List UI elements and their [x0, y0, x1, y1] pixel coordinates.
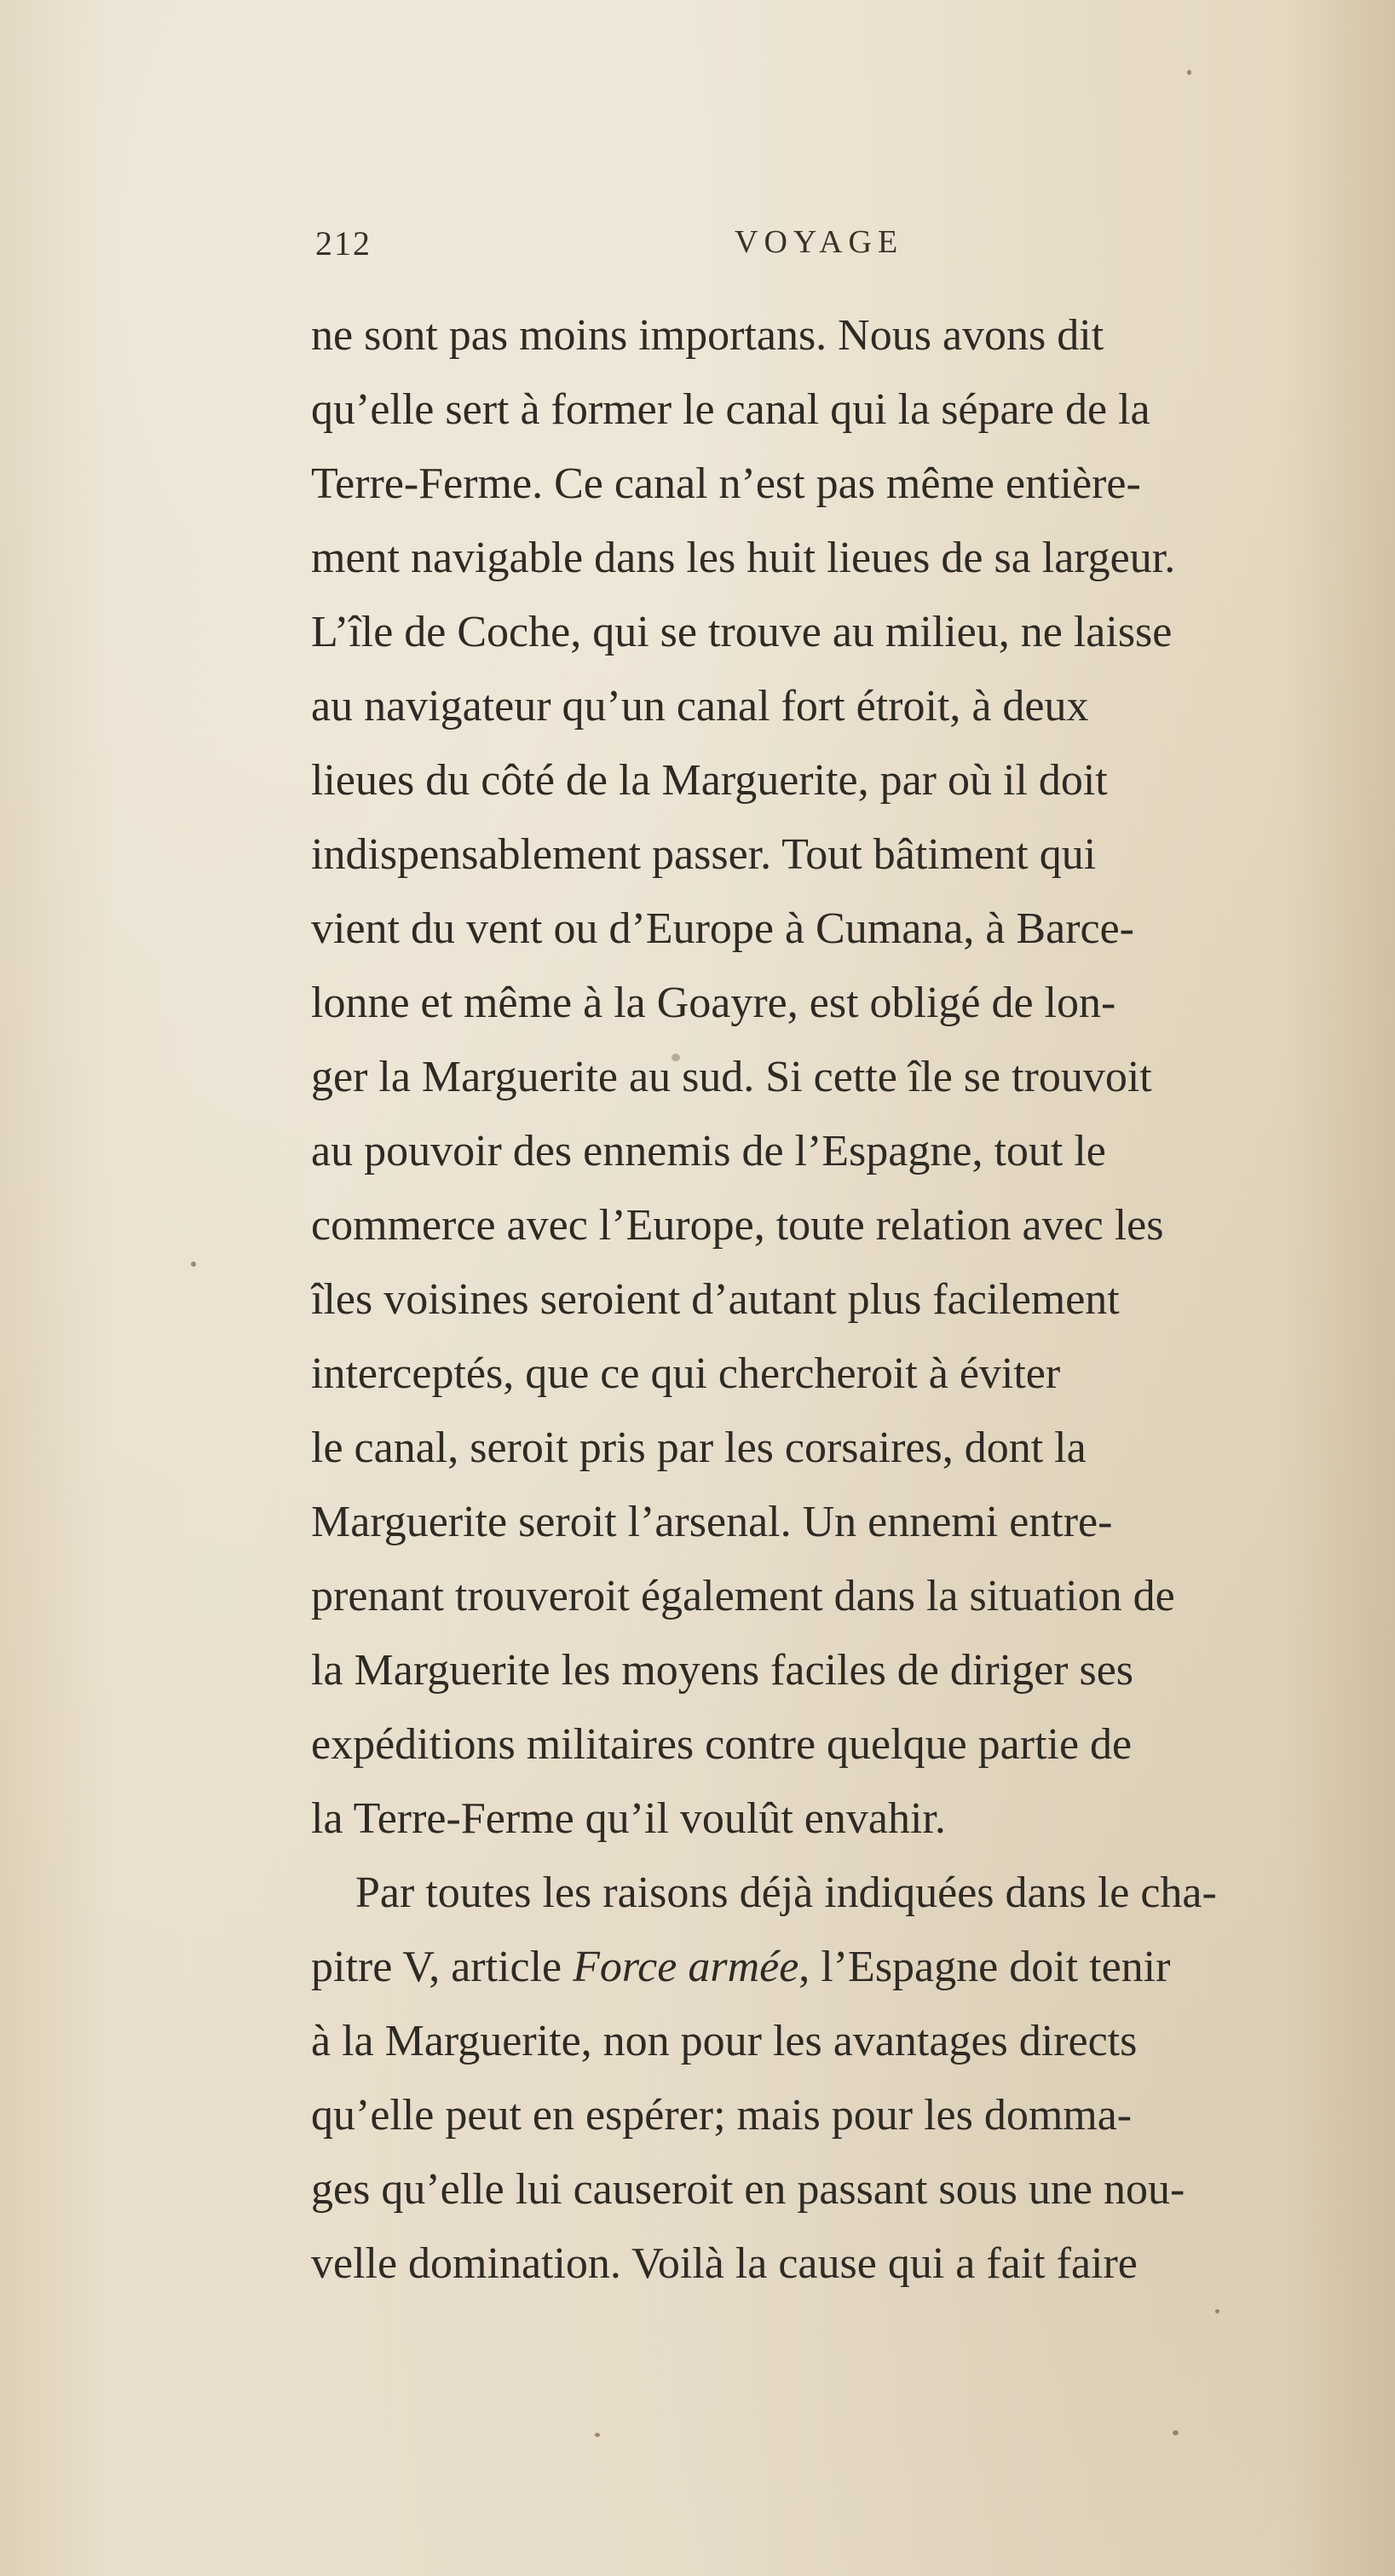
text-line: Terre-Ferme. Ce canal n’est pas même entière- — [311, 459, 1141, 508]
text-line: ger la Marguerite au sud. Si cette île se trouvoit — [311, 1053, 1152, 1101]
page-header — [315, 223, 1295, 266]
text-line: prenant trouveroit également dans la situation de — [311, 1572, 1175, 1620]
text-line: ne sont pas moins importans. Nous avons dit — [311, 311, 1104, 360]
text-line: lonne et même à la Goayre, est obligé de lon- — [311, 979, 1116, 1027]
text-line: qu’elle sert à former le canal qui la sépare de la — [311, 385, 1150, 434]
text-line: le canal, seroit pris par les corsaires, dont la — [311, 1424, 1087, 1472]
foxing-spot — [1173, 2430, 1179, 2435]
text-line: îles voisines seroient d’autant plus facilement — [311, 1275, 1120, 1324]
paragraph-first-line: Par toutes les raisons déjà indiquées dans le cha- — [355, 1868, 1217, 1917]
text-line: ment navigable dans les huit lieues de sa largeur. — [311, 534, 1176, 582]
text-line: lieues du côté de la Marguerite, par où il doit — [311, 756, 1108, 805]
foxing-spot — [1215, 2309, 1219, 2313]
body-text — [311, 298, 1385, 2301]
text-line: expéditions militaires contre quelque partie de — [311, 1720, 1133, 1769]
text-line: qu’elle peut en espérer; mais pour les domma- — [311, 2091, 1133, 2140]
running-head: VOYAGE — [735, 224, 904, 260]
foxing-spot — [191, 1262, 196, 1267]
text-segment: pitre V, article — [311, 1943, 574, 1991]
text-line: velle domination. Voilà la cause qui a fait faire — [311, 2239, 1138, 2288]
text-line: indispensablement passer. Tout bâtiment qui — [311, 830, 1097, 879]
text-line: au navigateur qu’un canal fort étroit, à deux — [311, 682, 1089, 731]
text-line: L’île de Coche, qui se trouve au milieu, ne laisse — [311, 608, 1173, 656]
text-line: interceptés, que ce qui chercheroit à éviter — [311, 1349, 1061, 1398]
text-line: la Marguerite les moyens faciles de diriger ses — [311, 1646, 1134, 1695]
text-line: ges qu’elle lui causeroit en passant sous une nou- — [311, 2165, 1185, 2214]
page-number: 212 — [315, 224, 372, 263]
text-line: la Terre-Ferme qu’il voulût envahir. — [311, 1794, 946, 1843]
foxing-spot — [1187, 70, 1191, 75]
text-segment: , l’Espagne doit tenir — [798, 1943, 1171, 1991]
italic-term: Force armée — [573, 1943, 799, 1991]
text-line: au pouvoir des ennemis de l’Espagne, tout le — [311, 1127, 1106, 1175]
foxing-spot — [595, 2433, 600, 2437]
text-line: Marguerite seroit l’arsenal. Un ennemi entre- — [311, 1498, 1113, 1546]
text-line: vient du vent ou d’Europe à Cumana, à Barce- — [311, 904, 1134, 953]
text-line: à la Marguerite, non pour les avantages directs — [311, 2017, 1138, 2065]
text-line: commerce avec l’Europe, toute relation avec les — [311, 1201, 1164, 1250]
text-line — [311, 1930, 1385, 2004]
